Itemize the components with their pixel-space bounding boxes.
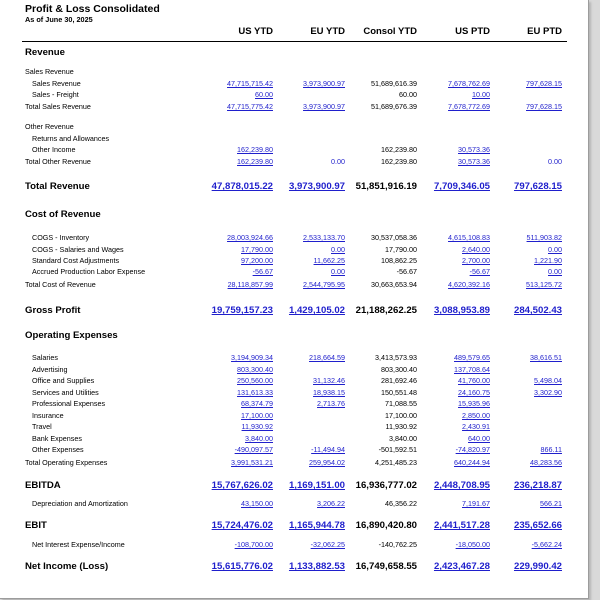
report-as-of-date: As of June 30, 2025 bbox=[25, 15, 93, 24]
cell-eu-ptd[interactable]: 797,628.15 bbox=[513, 181, 562, 192]
cell-us-ytd[interactable]: 15,615,776.02 bbox=[211, 561, 273, 572]
cell-eu-ytd[interactable]: 18,938.15 bbox=[313, 388, 345, 397]
cell-us-ytd[interactable]: 17,100.00 bbox=[241, 411, 273, 420]
cell-us-ptd[interactable]: 7,709,346.05 bbox=[433, 181, 490, 192]
cell-us-ptd[interactable]: 4,615,108.83 bbox=[448, 233, 490, 242]
cell-eu-ytd[interactable]: 31,132.46 bbox=[313, 376, 345, 385]
row-label: Advertising bbox=[32, 365, 68, 374]
cell-eu-ptd[interactable]: 229,990.42 bbox=[513, 561, 562, 572]
cell-us-ytd[interactable]: 15,767,626.02 bbox=[211, 480, 273, 491]
cell-eu-ytd[interactable]: 1,133,882.53 bbox=[288, 561, 345, 572]
row-label: COGS - Inventory bbox=[32, 233, 90, 242]
cell-eu-ptd[interactable]: -5,662.24 bbox=[531, 540, 562, 549]
cell-consol-ytd: 803,300.40 bbox=[381, 365, 417, 374]
cell-us-ytd[interactable]: 17,790.00 bbox=[241, 245, 273, 254]
cell-eu-ptd[interactable]: 797,628.15 bbox=[526, 79, 562, 88]
cell-consol-ytd: 17,100.00 bbox=[385, 411, 417, 420]
report-title: Profit & Loss Consolidated bbox=[25, 3, 160, 15]
cell-consol-ytd: 16,936,777.02 bbox=[355, 480, 417, 491]
cell-consol-ytd: 3,840.00 bbox=[389, 434, 417, 443]
row-label: Sales Revenue bbox=[25, 67, 74, 76]
cell-eu-ytd[interactable]: -11,494.94 bbox=[311, 445, 345, 454]
cell-eu-ptd[interactable]: 0.00 bbox=[548, 267, 562, 276]
row-label: Total Sales Revenue bbox=[25, 102, 91, 111]
cell-us-ytd[interactable]: 47,715,775.42 bbox=[227, 102, 273, 111]
cell-eu-ytd[interactable]: 1,169,151.00 bbox=[288, 480, 345, 491]
cell-eu-ytd[interactable]: 11,662.25 bbox=[313, 256, 345, 265]
cell-us-ytd[interactable]: 28,118,857.99 bbox=[227, 280, 273, 289]
cell-us-ptd[interactable]: 2,850.00 bbox=[462, 411, 490, 420]
cell-us-ytd[interactable]: 162,239.80 bbox=[237, 145, 273, 154]
cell-consol-ytd: 17,790.00 bbox=[385, 245, 417, 254]
cell-us-ytd[interactable]: -108,700.00 bbox=[234, 540, 273, 549]
column-header-us-ytd: US YTD bbox=[238, 26, 273, 37]
cell-consol-ytd: 162,239.80 bbox=[381, 157, 417, 166]
cell-us-ptd[interactable]: -74,820.97 bbox=[455, 445, 490, 454]
row-label: Total Operating Expenses bbox=[25, 458, 108, 467]
row-label: Net Interest Expense/Income bbox=[32, 540, 125, 549]
row-label: Sales Revenue bbox=[32, 79, 81, 88]
row-label: Operating Expenses bbox=[25, 330, 118, 341]
row-label: Total Revenue bbox=[25, 181, 90, 192]
row-label: Gross Profit bbox=[25, 305, 81, 316]
cell-us-ptd[interactable]: 7,678,772.69 bbox=[448, 102, 490, 111]
cell-consol-ytd: 11,930.92 bbox=[385, 422, 417, 431]
row-label: Other Expenses bbox=[32, 445, 84, 454]
row-label: Bank Expenses bbox=[32, 434, 82, 443]
cell-consol-ytd: 16,749,658.55 bbox=[355, 561, 417, 572]
cell-us-ptd[interactable]: -56.67 bbox=[469, 267, 490, 276]
cell-us-ptd[interactable]: 7,191.67 bbox=[462, 499, 490, 508]
cell-us-ptd[interactable]: 30,573.36 bbox=[458, 145, 490, 154]
column-header-eu-ytd: EU YTD bbox=[310, 26, 345, 37]
cell-eu-ptd[interactable]: 236,218.87 bbox=[513, 480, 562, 491]
cell-consol-ytd: 71,088.55 bbox=[385, 399, 417, 408]
cell-consol-ytd: 51,851,916.19 bbox=[355, 181, 417, 192]
row-label: Depreciation and Amortization bbox=[32, 499, 128, 508]
cell-us-ptd[interactable]: 2,441,517.28 bbox=[433, 520, 490, 531]
cell-eu-ptd[interactable]: 48,283.56 bbox=[530, 458, 562, 467]
row-label: Salaries bbox=[32, 353, 58, 362]
row-label: EBIT bbox=[25, 520, 47, 531]
cell-consol-ytd: 162,239.80 bbox=[381, 145, 417, 154]
cell-us-ptd[interactable]: 24,160.75 bbox=[458, 388, 490, 397]
cell-eu-ytd[interactable]: 3,973,900.97 bbox=[303, 102, 345, 111]
cell-us-ytd[interactable]: 68,374.79 bbox=[241, 399, 273, 408]
cell-eu-ptd[interactable]: 566.21 bbox=[540, 499, 562, 508]
cell-eu-ytd[interactable]: 2,713.76 bbox=[317, 399, 345, 408]
row-label: Net Income (Loss) bbox=[25, 561, 109, 572]
cell-eu-ptd[interactable]: 38,616.51 bbox=[530, 353, 562, 362]
cell-consol-ytd: 108,862.25 bbox=[381, 256, 417, 265]
cell-us-ytd[interactable]: 28,003,924.66 bbox=[227, 233, 273, 242]
cell-eu-ytd[interactable]: -32,062.25 bbox=[310, 540, 345, 549]
cell-eu-ytd[interactable]: 3,973,900.97 bbox=[303, 79, 345, 88]
cell-us-ptd[interactable]: 2,430.91 bbox=[462, 422, 490, 431]
cell-eu-ptd[interactable]: 511,903.82 bbox=[526, 233, 562, 242]
row-label: Standard Cost Adjustments bbox=[32, 256, 120, 265]
row-label: COGS - Salaries and Wages bbox=[32, 245, 124, 254]
cell-us-ptd[interactable]: 2,448,708.95 bbox=[433, 480, 490, 491]
header-divider bbox=[22, 41, 567, 42]
cell-consol-ytd: 51,689,676.39 bbox=[371, 102, 417, 111]
cell-eu-ytd[interactable]: 1,165,944.78 bbox=[288, 520, 345, 531]
cell-eu-ytd[interactable]: 1,429,105.02 bbox=[288, 305, 345, 316]
cell-us-ytd[interactable]: 43,150.00 bbox=[241, 499, 273, 508]
cell-consol-ytd: 51,689,616.39 bbox=[371, 79, 417, 88]
cell-eu-ytd[interactable]: 3,206.22 bbox=[317, 499, 345, 508]
column-header-consol-ytd: Consol YTD bbox=[363, 26, 417, 37]
cell-eu-ptd[interactable]: 0.00 bbox=[548, 245, 562, 254]
cell-us-ytd[interactable]: -490,097.57 bbox=[234, 445, 273, 454]
cell-us-ptd[interactable]: 2,640.00 bbox=[462, 245, 490, 254]
cell-eu-ytd[interactable]: 0.00 bbox=[331, 245, 345, 254]
cell-us-ptd[interactable]: 2,700.00 bbox=[462, 256, 490, 265]
cell-consol-ytd: 150,551.48 bbox=[381, 388, 417, 397]
cell-consol-ytd: 281,692.46 bbox=[381, 376, 417, 385]
cell-us-ytd[interactable]: -56.67 bbox=[252, 267, 273, 276]
cell-consol-ytd: -56.67 bbox=[396, 267, 417, 276]
cell-us-ytd[interactable]: 47,715,715.42 bbox=[227, 79, 273, 88]
cell-eu-ytd[interactable]: 259,954.02 bbox=[309, 458, 345, 467]
cell-us-ytd[interactable]: 19,759,157.23 bbox=[211, 305, 273, 316]
row-label: Sales - Freight bbox=[32, 90, 79, 99]
row-label: Office and Supplies bbox=[32, 376, 95, 385]
row-label: Accrued Production Labor Expense bbox=[32, 267, 146, 276]
cell-us-ytd[interactable]: 97,200.00 bbox=[241, 256, 273, 265]
cell-us-ytd[interactable]: 60.00 bbox=[255, 90, 273, 99]
cell-consol-ytd: 60.00 bbox=[399, 90, 417, 99]
cell-us-ytd[interactable]: 3,194,909.34 bbox=[231, 353, 273, 362]
cell-consol-ytd: 21,188,262.25 bbox=[355, 305, 417, 316]
cell-us-ptd[interactable]: 640.00 bbox=[468, 434, 490, 443]
cell-us-ptd[interactable]: 15,935.96 bbox=[458, 399, 490, 408]
cell-consol-ytd: 3,413,573.93 bbox=[375, 353, 417, 362]
cell-consol-ytd: 4,251,485.23 bbox=[375, 458, 417, 467]
cell-us-ytd[interactable]: 803,300.40 bbox=[237, 365, 273, 374]
cell-eu-ytd[interactable]: 3,973,900.97 bbox=[288, 181, 345, 192]
row-label: EBITDA bbox=[25, 480, 61, 491]
cell-eu-ptd[interactable]: 1,221.90 bbox=[534, 256, 562, 265]
row-label: Other Income bbox=[32, 145, 76, 154]
cell-us-ptd[interactable]: 30,573.36 bbox=[458, 157, 490, 166]
cell-us-ptd[interactable]: 489,579.65 bbox=[454, 353, 490, 362]
cell-eu-ytd[interactable]: 2,533,133.70 bbox=[303, 233, 345, 242]
column-header-us-ptd: US PTD bbox=[455, 26, 490, 37]
cell-us-ptd[interactable]: 41,760.00 bbox=[458, 376, 490, 385]
cell-consol-ytd: -140,762.25 bbox=[378, 540, 417, 549]
row-label: Travel bbox=[32, 422, 52, 431]
cell-eu-ptd[interactable]: 3,302.90 bbox=[534, 388, 562, 397]
cell-consol-ytd: 16,890,420.80 bbox=[355, 520, 417, 531]
cell-eu-ytd[interactable]: 2,544,795.95 bbox=[303, 280, 345, 289]
cell-us-ytd[interactable]: 131,613.33 bbox=[237, 388, 273, 397]
cell-us-ytd[interactable]: 11,930.92 bbox=[241, 422, 273, 431]
cell-eu-ytd[interactable]: 218,664.59 bbox=[309, 353, 345, 362]
cell-us-ytd[interactable]: 47,878,015.22 bbox=[211, 181, 273, 192]
cell-eu-ytd[interactable]: 0.00 bbox=[331, 267, 345, 276]
cell-consol-ytd: 30,537,058.36 bbox=[371, 233, 417, 242]
cell-eu-ptd[interactable]: 235,652.66 bbox=[513, 520, 562, 531]
row-label: Other Revenue bbox=[25, 122, 74, 131]
cell-eu-ptd[interactable]: 797,628.15 bbox=[526, 102, 562, 111]
cell-us-ptd[interactable]: 3,088,953.89 bbox=[433, 305, 490, 316]
row-label: Services and Utilities bbox=[32, 388, 99, 397]
row-label: Revenue bbox=[25, 47, 65, 58]
cell-us-ytd[interactable]: 15,724,476.02 bbox=[211, 520, 273, 531]
row-label: Insurance bbox=[32, 411, 64, 420]
column-header-eu-ptd: EU PTD bbox=[527, 26, 562, 37]
cell-eu-ptd[interactable]: 866.11 bbox=[540, 445, 562, 454]
cell-us-ytd[interactable]: 3,840.00 bbox=[245, 434, 273, 443]
row-label: Total Other Revenue bbox=[25, 157, 91, 166]
cell-consol-ytd: 46,356.22 bbox=[385, 499, 417, 508]
row-label: Cost of Revenue bbox=[25, 209, 101, 220]
cell-us-ytd[interactable]: 162,239.80 bbox=[237, 157, 273, 166]
row-label: Professional Expenses bbox=[32, 399, 106, 408]
row-label: Total Cost of Revenue bbox=[25, 280, 96, 289]
cell-eu-ytd: 0.00 bbox=[331, 157, 345, 166]
cell-eu-ptd: 0.00 bbox=[548, 157, 562, 166]
cell-us-ptd[interactable]: 640,244.94 bbox=[454, 458, 490, 467]
cell-consol-ytd: 30,663,653.94 bbox=[371, 280, 417, 289]
cell-us-ptd[interactable]: -18,050.00 bbox=[455, 540, 490, 549]
cell-us-ytd[interactable]: 3,991,531.21 bbox=[231, 458, 273, 467]
cell-eu-ptd[interactable]: 513,125.72 bbox=[526, 280, 562, 289]
cell-us-ptd[interactable]: 7,678,762.69 bbox=[448, 79, 490, 88]
cell-us-ptd[interactable]: 10.00 bbox=[472, 90, 490, 99]
cell-us-ptd[interactable]: 137,708.64 bbox=[454, 365, 490, 374]
cell-eu-ptd[interactable]: 284,502.43 bbox=[513, 305, 562, 316]
cell-us-ytd[interactable]: 250,560.00 bbox=[237, 376, 273, 385]
cell-consol-ytd: -501,592.51 bbox=[378, 445, 417, 454]
cell-eu-ptd[interactable]: 5,498.04 bbox=[534, 376, 562, 385]
cell-us-ptd[interactable]: 2,423,467.28 bbox=[433, 561, 490, 572]
row-label: Returns and Allowances bbox=[32, 134, 110, 143]
cell-us-ptd[interactable]: 4,620,392.16 bbox=[448, 280, 490, 289]
